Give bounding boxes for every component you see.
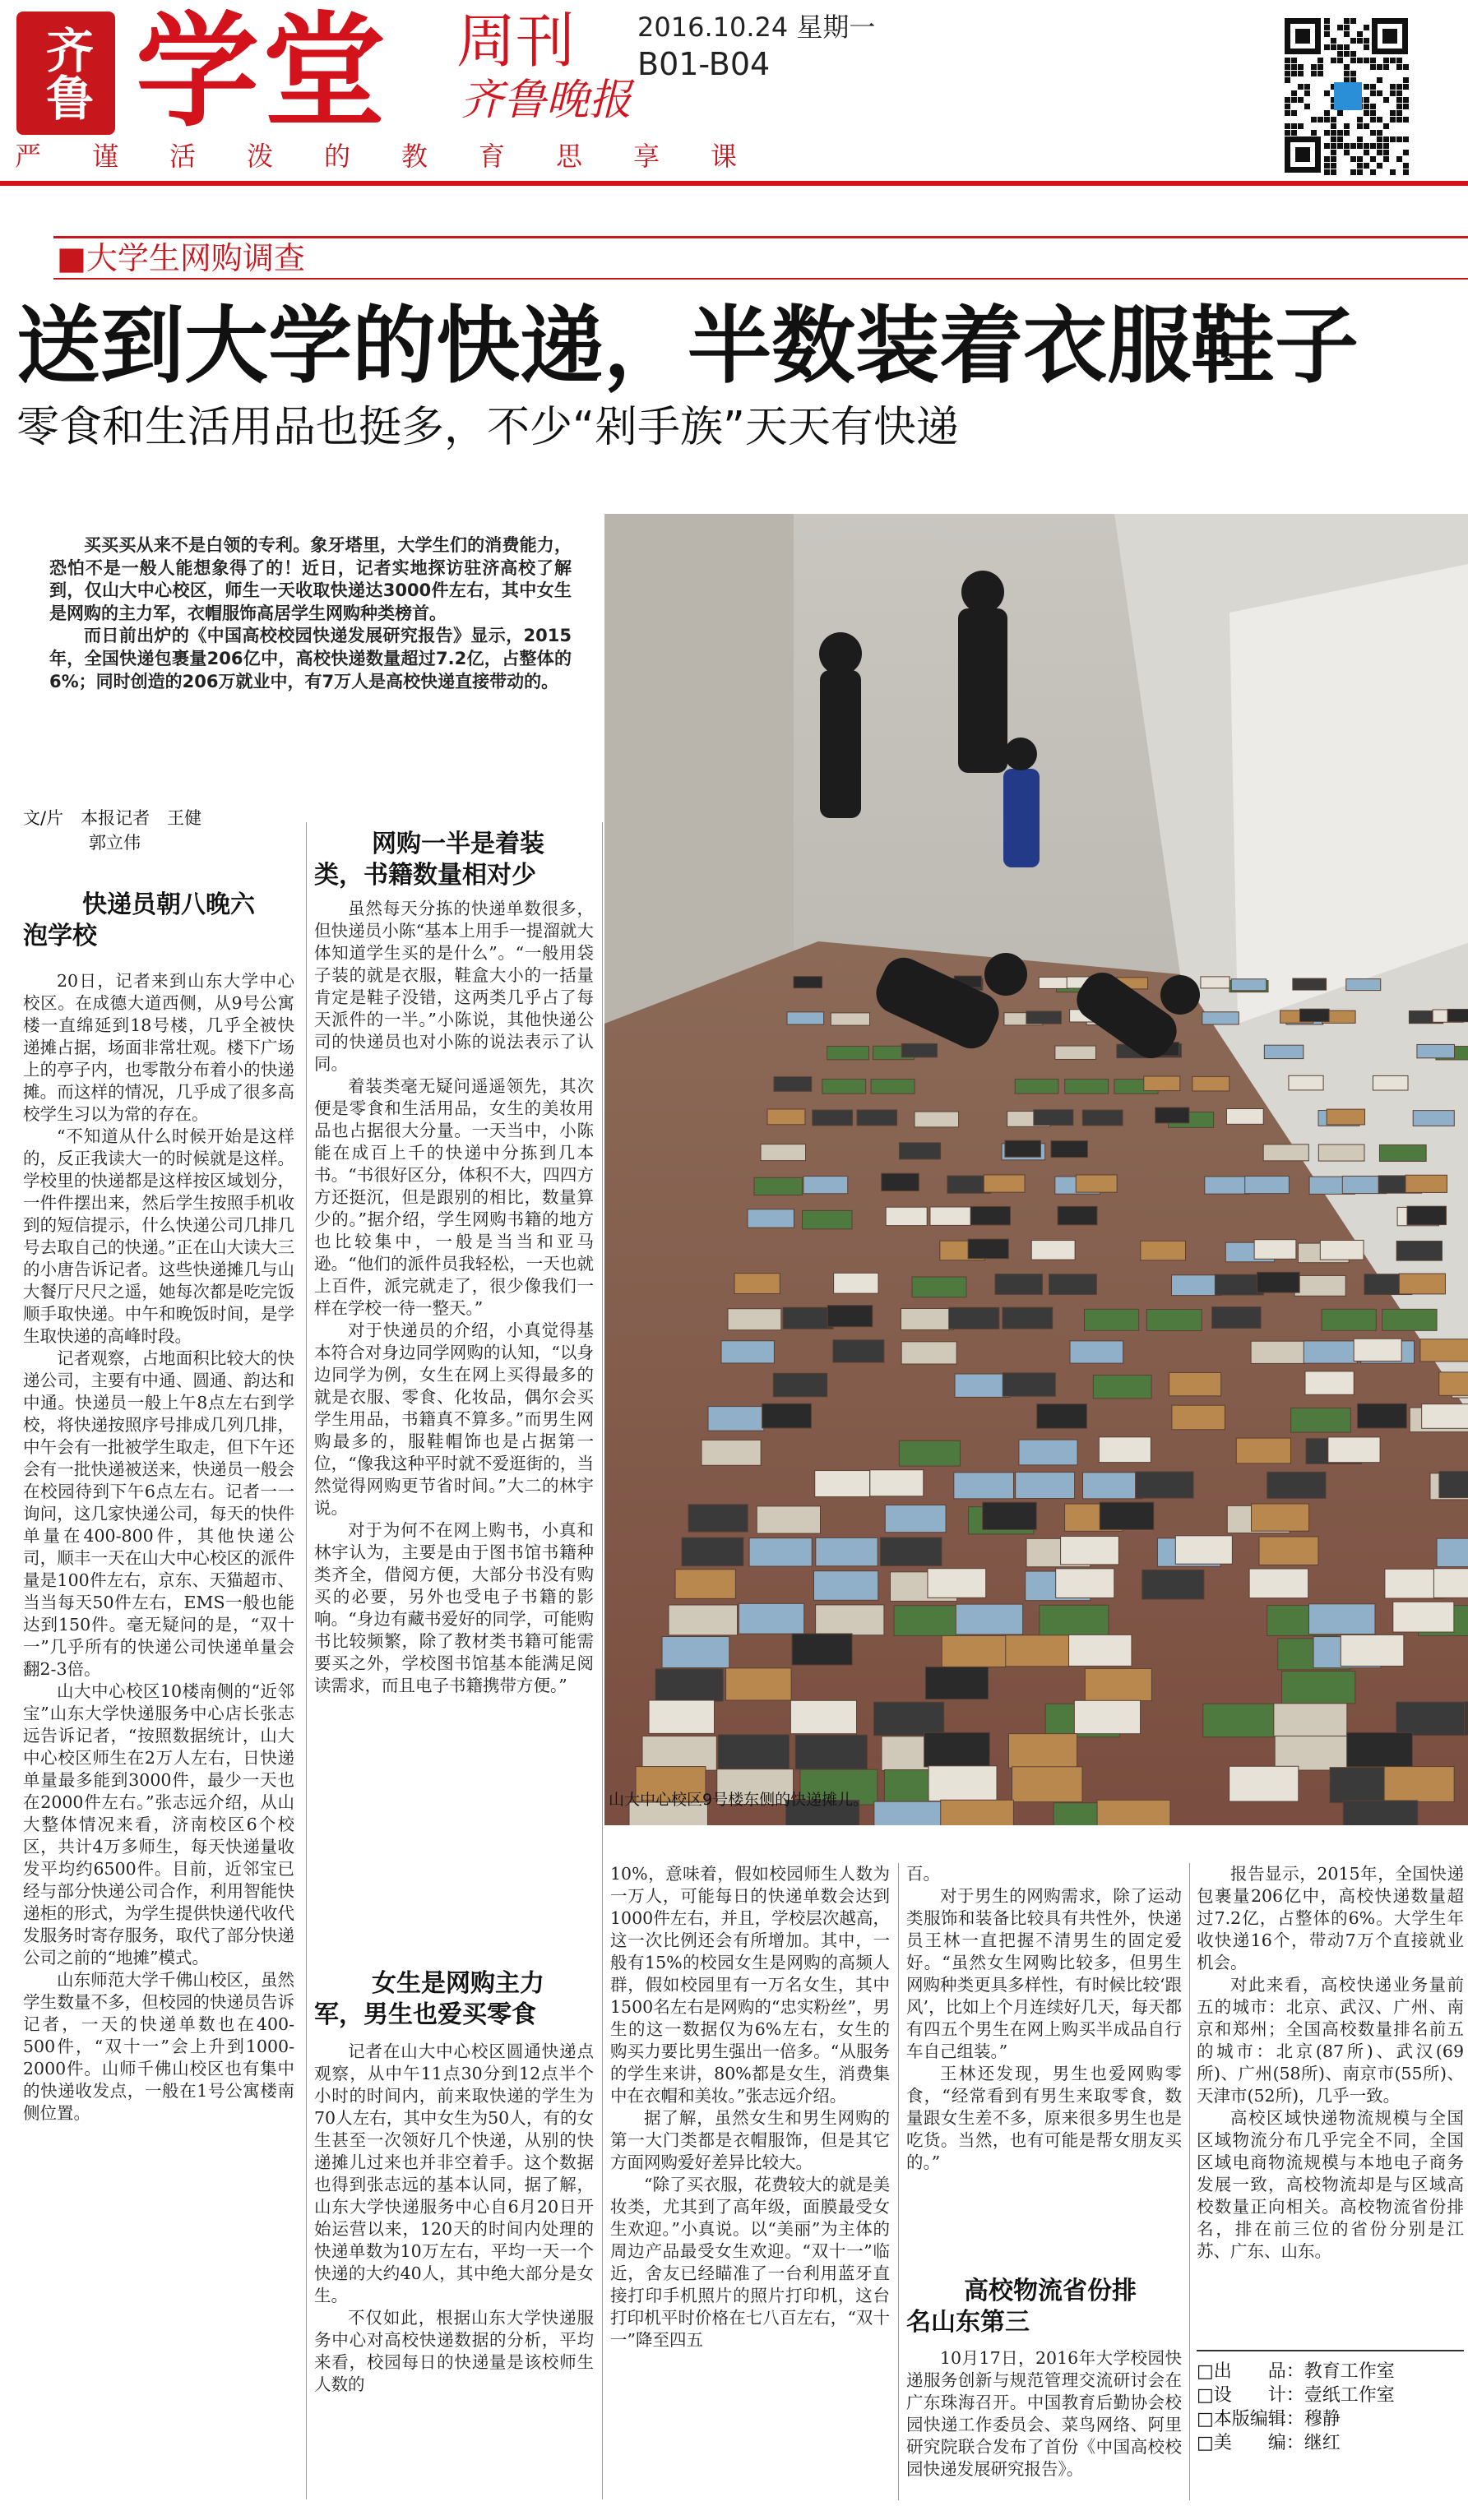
- body-paragraph: “不知道从什么时候开始是这样的，反正我读大一的时候就是这样。学校里的快递都是这样按区域划分，一件件摆出来，然后学生按照手机收到的短信提示，什么快递公司几排几号去取自己的快递。”正在山大读大三的小唐告诉记者。这些快递摊几与山大餐厅尺尺之遥，她每次都是吃完饭顺手取快递。中午和晚饭时间，是学生取快递的高峰时段。: [23, 1126, 294, 1346]
- body-paragraph: 对此来看，高校快递业务量前五的城市：北京、武汉、广州、南京和郑州；全国高校数量排名前五的城市：北京(87所)、武汉(69所)、广州(58所)、南京市(55所)、天津市(52所)，几乎一致。: [1197, 1975, 1464, 2106]
- subhead-line: 高校物流省份排: [964, 2277, 1137, 2305]
- byline-line: 文/片 本报记者 王健: [23, 808, 202, 828]
- body-paragraph: “除了买衣服，花费较大的就是美妆类，尤其到了高年级，面膜最受女生欢迎。”小真说。以“美丽”为主体的周边产品最受女生欢迎。“双十一”临近，舍友已经瞄准了一台利用蓝牙直接打印手机照片的照片打印机，这台打印机平时价格在七八百左右，“双十一”降至四五: [610, 2175, 890, 2350]
- editorial-credits: [1197, 2360, 1460, 2455]
- byline-line: 郭立伟: [89, 833, 141, 853]
- col2-body-upper: [314, 898, 594, 1960]
- supplement-title: 学堂: [136, 1, 390, 144]
- body-paragraph: 报告显示，2015年，全国快递包裹量206亿中，高校快递数量超过7.2亿，占整体的6%。大学生年收快递16个，带动7万个直接就业机会。: [1197, 1864, 1464, 1972]
- body-paragraph: 着装类毫无疑问遥遥领先，其次便是零食和生活用品，女生的美妆用品也占据很大分量。一天当中，小陈能在成百上千的快递中分拣到几本书。“书很好区分，体积不大，四四方方还挺沉，但是跟别的相比，数量算少的。”据介绍，学生网购书籍的地方也比较集中，一般是当当和亚马逊。“他们的派件员我轻松，一天也就上百件，派完就走了，很少像我们一样在学校一待一整天。”: [314, 1076, 594, 1318]
- column-rule: [306, 822, 307, 2499]
- col1-subhead: [23, 890, 294, 952]
- body-paragraph: 10月17日，2016年大学校园快递服务创新与规范管理交流研讨会在广东珠海召开。中国教育后勤协会校园快递工作委员会、菜鸟网络、阿里研究院联合发布了首份《中国高校校园快递发展研究报告》。: [906, 2348, 1182, 2479]
- col4-body-lower: [906, 2347, 1182, 2500]
- body-paragraph: 山大中心校区10楼南侧的“近邻宝”山东大学快递服务中心店长张志远告诉记者，“按照数据统计，山大中心校区师生在2万人左右，日快递单量最多能到3000件，最少一天也在2000件左右。”张志远介绍，从山大整体情况来看，济南校区6个校区，共计4万多师生，每天快递量收发平均约6500件。目前，近邻宝已经与部分快递公司合作，利用智能快递柜的形式，为学生提供快递代收代发服务时寄存服务，取代了部分快递公司之前的“地摊”模式。: [23, 1681, 294, 1967]
- headline: 送到大学的快递，半数装着衣服鞋子: [16, 298, 1359, 395]
- qr-code-icon: [1281, 15, 1411, 176]
- col4-body: [906, 1863, 1182, 2274]
- body-paragraph: 记者观察，占地面积比较大的快递公司，主要有中通、圆通、韵达和中通。快递员一般上午8点左右到学校，将快递按照序号排成几列几排，中午会有一批被学生取走，但下午还会有一批快递被送来，快递员一般会在校园待到下午6点左右。记者一一询问，这几家快递公司，每天的快件单量在400-800件，其他快递公司，顺丰一天在山大中心校区的派件量是100件左右，京东、天猫超市、当当每天50件左右，EMS一般也能达到150件。毫无疑问的是，“双十一”几乎所有的快递公司快递单量会翻2-3倍。: [23, 1348, 294, 1679]
- credit-line: □本版编辑：穆静: [1197, 2409, 1341, 2430]
- col2-subhead: [314, 829, 594, 891]
- column-rule: [602, 822, 603, 2499]
- body-paragraph: 不仅如此，根据山东大学快递服务中心对高校快递数据的分析，平均来看，校园每日的快递量是该校师生人数的: [314, 2308, 594, 2394]
- subhead-line: 军，男生也爱买零食: [314, 2000, 536, 2029]
- credits-divider: [1197, 2350, 1464, 2351]
- subhead-line: 类，书籍数量相对少: [314, 861, 536, 890]
- subheadline: 零食和生活用品也挺多，不少“剁手族”天天有快递: [16, 403, 959, 452]
- col4-subhead: [906, 2276, 1182, 2338]
- page-range: B01-B04: [637, 46, 771, 82]
- col2-body-lower: [314, 2041, 594, 2501]
- body-paragraph: 记者在山大中心校区圆通快递点观察，从中午11点30分到12点半个小时的时间内，前来取快递的学生为70人左右，其中女生为50人，有的女生甚至一次领好几个快递，从别的快递摊儿过来也并非空着手。这个数据也得到张志远的基本认同，据了解，山东大学快递服务中心自6月20日开始运营以来，120天的时间内处理的快递单数为10万左右，平均一天一个快递的大约40人，其中绝大部分是女生。: [314, 2041, 594, 2305]
- subhead-line: 网购一半是着装: [372, 830, 544, 858]
- slogan: 严谨活泼的教育思享课: [15, 141, 789, 172]
- col1-body: [23, 970, 294, 2499]
- body-paragraph: 山东师范大学千佛山校区，虽然学生数量不多，但校园的快递员告诉记者，一天的快递单数也在400-500件，“双十一”会上升到1000-2000件。山师千佛山校区也有集中的快递收发点，一般在1号公寓楼南侧位置。: [23, 1970, 294, 2123]
- col2-subhead-2: [314, 1968, 594, 2031]
- body-paragraph: 对于为何不在网上购书，小真和林宇认为，主要是由于图书馆书籍种类齐全，借阅方便，大部分书没有购买的必要，另外也受电子书籍的影响。“身边有藏书爱好的同学，可能购书比较频繁，除了教材类书籍可能需要买之外，学校图书馆基本能满足阅读需求，而且电子书籍携带方便。”: [314, 1520, 594, 1695]
- paper-name: 齐鲁晚报: [461, 76, 632, 125]
- body-paragraph: 王林还发现，男生也爱网购零食，“经常看到有男生来取零食，数量跟女生差不多，原来很多男生也是吃货。当然，也有可能是帮女朋友买的。”: [906, 2064, 1182, 2172]
- courier-stall-photo: [604, 514, 1468, 1825]
- section-tag-label: ■大学生网购调查: [57, 240, 305, 276]
- body-paragraph: 对于男生的网购需求，除了运动类服饰和装备比较具有共性外，快递员王林一直把握不清男生的固定爱好。“虽然女生网购比较多，但男生网购种类更具多样性，有时候比较‘跟风’，比如上个月连续好几天，每天都有四五个男生在网上购买半成品自行车自己组装。”: [906, 1886, 1182, 2061]
- body-paragraph: 20日，记者来到山东大学中心校区。在成德大道西侧，从9号公寓楼一直绵延到18号楼，几乎全被快递摊占据，场面非常壮观。楼下广场上的亭子内，也零散分布着小的快递摊。而这样的情况，几乎成了很多高校学生习以为常的存在。: [23, 971, 294, 1124]
- col3-body: [610, 1863, 890, 2500]
- column-rule: [898, 1863, 899, 2500]
- weekly-label: 周刊: [456, 7, 576, 76]
- lead-paragraph: 买买买从来不是白领的专利。象牙塔里，大学生们的消费能力，恐怕不是一般人能想象得了的！近日，记者实地探访驻济高校了解到，仅山大中心校区，师生一天收取快递达3000件左右，其中女生是网购的主力军，衣帽服饰高居学生网购种类榜首。: [49, 535, 572, 623]
- body-paragraph: 高校区域快递物流规模与全国区域物流分布几乎完全不同，全国区域电商物流规模与本地电子商务发展一致，高校物流却是与区域高校数量正向相关。高校物流省份排名，排在前三位的省份分别是江苏、广东、山东。: [1197, 2108, 1464, 2261]
- seal-text: 齐鲁: [38, 25, 94, 121]
- subhead-line: 女生是网购主力: [372, 1969, 544, 1998]
- col5-body: [1197, 1863, 1464, 2323]
- subhead-line: 快递员朝八晚六: [82, 890, 255, 919]
- credit-line: □设 计：壹纸工作室: [1197, 2385, 1395, 2406]
- newspaper-seal-logo: [16, 12, 115, 135]
- column-rule: [1189, 1863, 1190, 2500]
- issue-date: 2016.10.24 星期一: [637, 12, 876, 43]
- body-paragraph: 10%，意味着，假如校园师生人数为一万人，可能每日的快递单数会达到1000件左右，并且，学校层次越高，这一次比例还会有所增加。其中，一般有15%的校园女生是网购的高频人群，假如校园里有一万名女生，其中1500名左右是网购的“忠实粉丝”，男生的这一数据仅为6%左右，女生的购买力要比男生强出一倍多。“从服务的学生来讲，80%都是女生，消费集中在衣帽和美妆。”张志远介绍。: [610, 1864, 890, 2106]
- subhead-line: 泡学校: [23, 922, 97, 950]
- photo-caption: 山大中心校区9号楼东侧的快递摊儿。: [609, 1791, 869, 1809]
- section-tag: [53, 236, 1468, 280]
- lead-paragraph: 而日前出炉的《中国高校校园快递发展研究报告》显示，2015年，全国快递包裹量206亿中，高校快递数量超过7.2亿，占整体的6%；同时创造的206万就业中，有7万人是高校快递直接带动的。: [49, 626, 572, 691]
- body-paragraph: 据了解，虽然女生和男生网购的第一大门类都是衣帽服饰，但是其它方面网购爱好差异比较大。: [610, 2108, 890, 2172]
- body-paragraph: 对于快递员的介绍，小真觉得基本符合对身边同学网购的认知，“以身边同学为例，女生在网上买得最多的就是衣服、零食、化妆品，偶尔会买学生用品，书籍真不算多。”而男生网购最多的，服鞋帽饰也是占据第一位，“像我这种平时就不爱逛街的，当然觉得网购更节省时间。”大二的林宇说。: [314, 1320, 594, 1518]
- body-paragraph: 虽然每天分拣的快递单数很多，但快递员小陈“基本上用手一提溜就大体知道学生买的是什么”。“一般用袋子装的就是衣服，鞋盒大小的一括量肯定是鞋子没错，这两类几乎占了每天派件的一半。”小陈说，其他快递公司的快递员也对小陈的说法表示了认同。: [314, 899, 594, 1074]
- body-paragraph: 百。: [906, 1864, 940, 1884]
- byline: [23, 806, 336, 855]
- credit-line: □美 编：继红: [1197, 2433, 1341, 2453]
- subhead-line: 名山东第三: [906, 2308, 1030, 2337]
- credit-line: □出 品：教育工作室: [1197, 2361, 1395, 2382]
- masthead-divider: [0, 181, 1468, 186]
- lead-paragraphs: [49, 534, 572, 693]
